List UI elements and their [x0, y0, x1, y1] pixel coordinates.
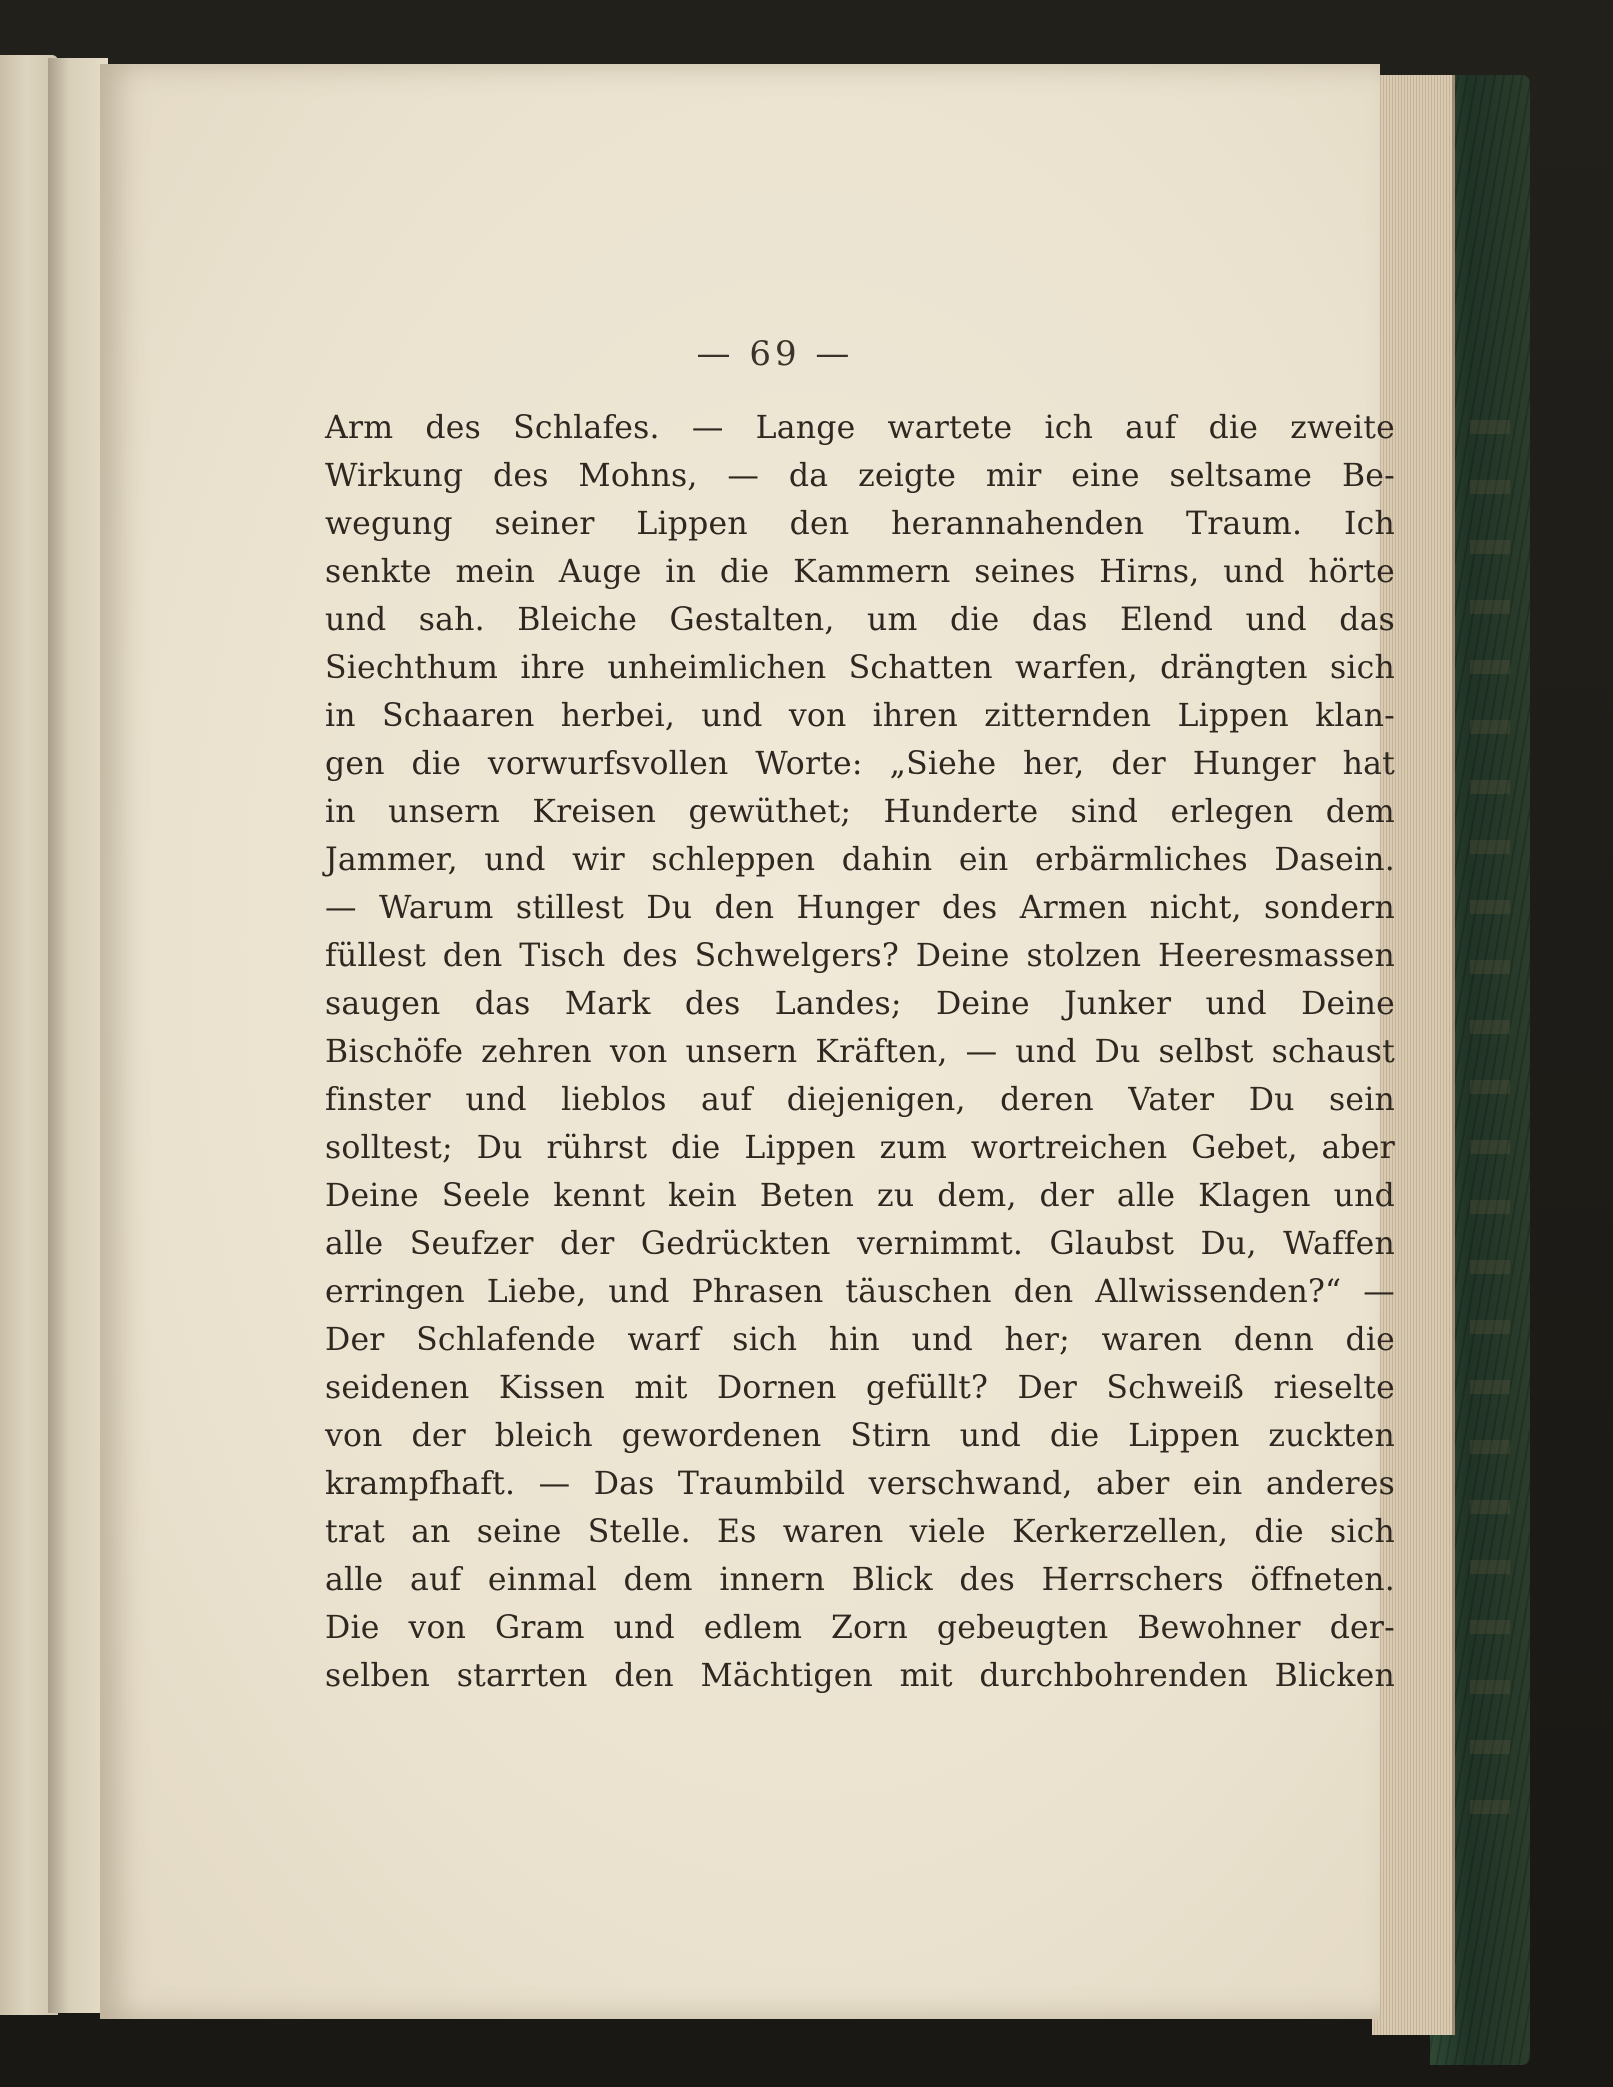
text-line: in unsern Kreisen gewüthet; Hunderte sind erlegen dem — [325, 794, 1395, 830]
text-line: alle auf einmal dem innern Blick des Herrschers öffneten. — [325, 1562, 1395, 1598]
text-line: Der Schlafende warf sich hin und her; waren denn die — [325, 1322, 1395, 1358]
text-line: saugen das Mark des Landes; Deine Junker und Deine — [325, 986, 1395, 1022]
page-number: — 69 — — [696, 334, 854, 374]
text-line: von der bleich gewordenen Stirn und die Lippen zuckten — [325, 1418, 1395, 1454]
text-line: seidenen Kissen mit Dornen gefüllt? Der Schweiß rieselte — [325, 1370, 1395, 1406]
book-gutter — [48, 58, 108, 2013]
text-line: — Warum stillest Du den Hunger des Armen nicht, sondern — [325, 890, 1395, 926]
text-line: Jammer, und wir schleppen dahin ein erbärmliches Dasein. — [325, 842, 1395, 878]
text-line: füllest den Tisch des Schwelgers? Deine stolzen Heeresmassen — [325, 938, 1395, 974]
text-line: in Schaaren herbei, und von ihren zitternden Lippen klan- — [325, 698, 1395, 734]
text-line: wegung seiner Lippen den herannahenden Traum. Ich — [325, 506, 1395, 542]
text-line: finster und lieblos auf diejenigen, deren Vater Du sein — [325, 1082, 1395, 1118]
text-line: Bischöfe zehren von unsern Kräften, — und Du selbst schaust — [325, 1034, 1395, 1070]
text-line: Wirkung des Mohns, — da zeigte mir eine seltsame Be- — [325, 458, 1395, 494]
text-line: gen die vorwurfsvollen Worte: „Siehe her, der Hunger hat — [325, 746, 1395, 782]
text-line: solltest; Du rührst die Lippen zum wortreichen Gebet, aber — [325, 1130, 1395, 1166]
text-line: Siechthum ihre unheimlichen Schatten warfen, drängten sich — [325, 650, 1395, 686]
text-line: senkte mein Auge in die Kammern seines Hirns, und hörte — [325, 554, 1395, 590]
text-line: Arm des Schlafes. — Lange wartete ich auf die zweite — [325, 410, 1395, 446]
text-line: und sah. Bleiche Gestalten, um die das Elend und das — [325, 602, 1395, 638]
text-line: erringen Liebe, und Phrasen täuschen den Allwissenden?“ — — [325, 1274, 1395, 1310]
text-line: Die von Gram und edlem Zorn gebeugten Bewohner der- — [325, 1610, 1395, 1646]
page-text — [325, 404, 1395, 1700]
text-line: selben starrten den Mächtigen mit durchbohrenden Blicken — [325, 1658, 1395, 1694]
cover-wear — [1470, 420, 1510, 1820]
text-line: alle Seufzer der Gedrückten vernimmt. Glaubst Du, Waffen — [325, 1226, 1395, 1262]
text-line: trat an seine Stelle. Es waren viele Kerkerzellen, die sich — [325, 1514, 1395, 1550]
book-page — [100, 64, 1395, 2019]
text-line: Deine Seele kennt kein Beten zu dem, der alle Klagen und — [325, 1178, 1395, 1214]
text-line: krampfhaft. — Das Traumbild verschwand, aber ein anderes — [325, 1466, 1395, 1502]
